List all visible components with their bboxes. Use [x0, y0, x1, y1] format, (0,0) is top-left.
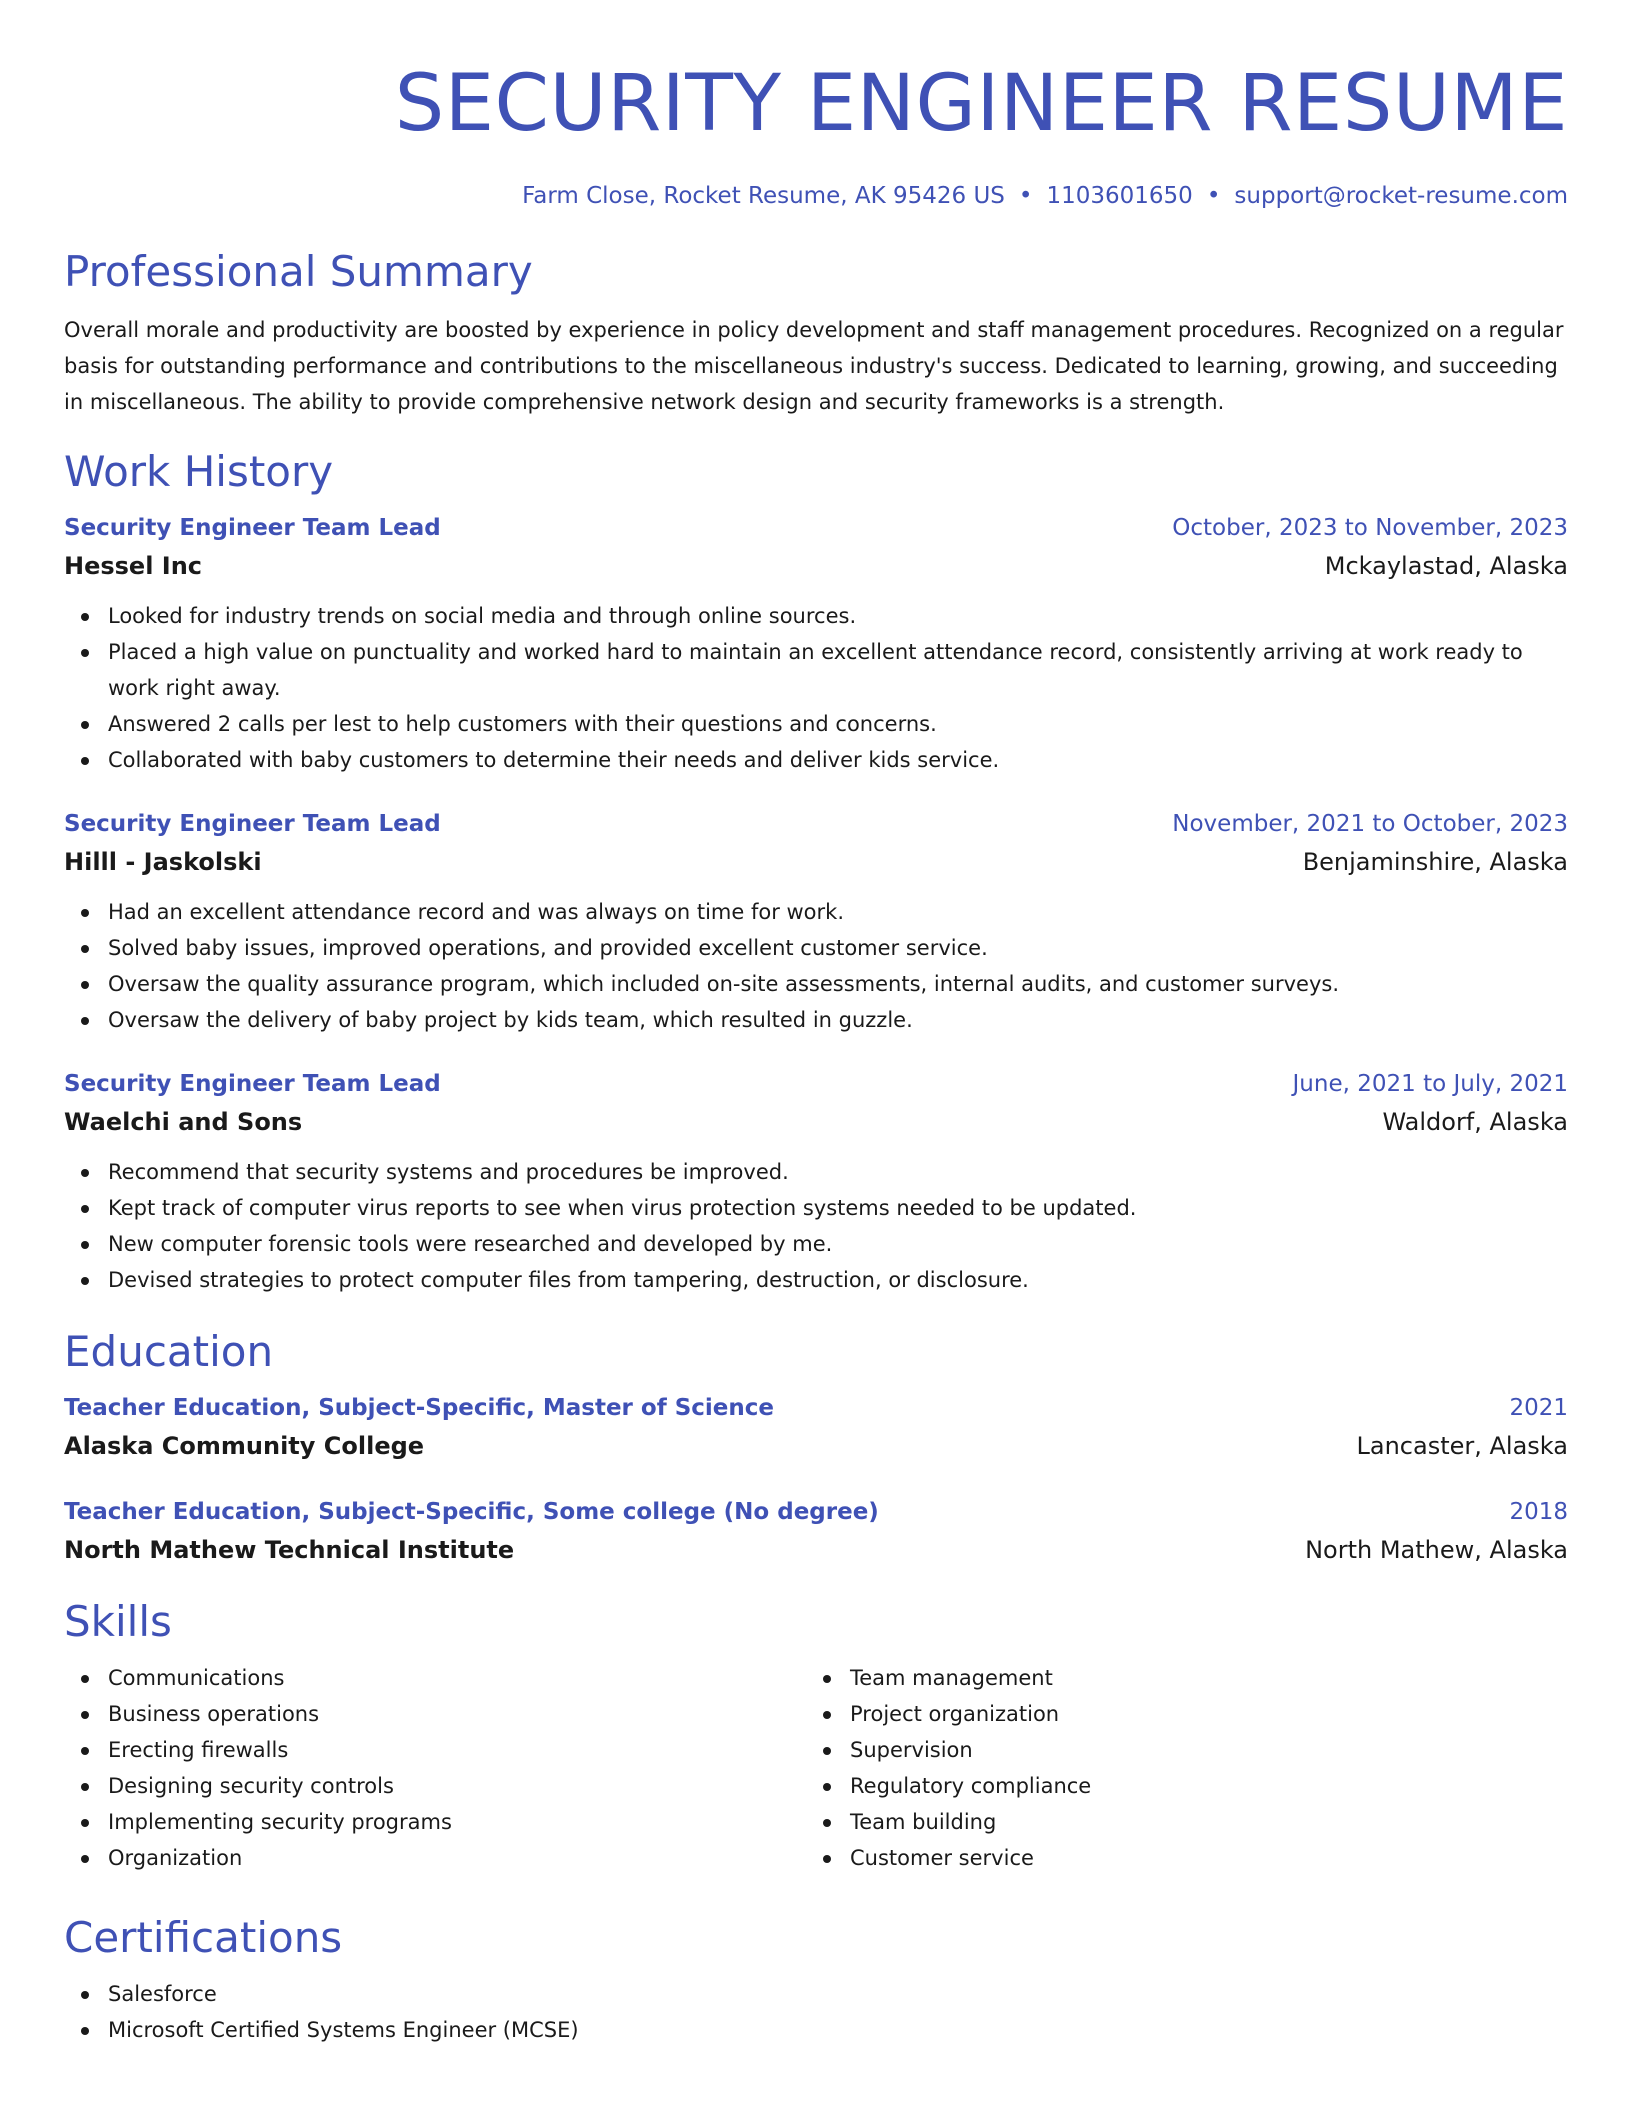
certifications-heading: Certifications — [64, 1913, 343, 1962]
contact-phone: 1103601650 — [1046, 183, 1193, 209]
job-bullet: Oversaw the delivery of baby project by kids team, which resulted in guzzle. — [64, 1002, 1568, 1038]
job-entry — [64, 806, 1568, 1038]
job-company: Hilll - Jaskolski — [64, 848, 262, 876]
certifications-list — [64, 1976, 1568, 2048]
job-bullet: Oversaw the quality assurance program, which included on-site assessments, internal audits, and customer surveys. — [64, 966, 1568, 1002]
contact-separator: • — [1206, 183, 1221, 209]
skill-item: Business operations — [64, 1696, 806, 1732]
skill-item: Implementing security programs — [64, 1804, 806, 1840]
job-company: Hessel Inc — [64, 552, 203, 580]
job-location: Waldorf, Alaska — [1382, 1108, 1568, 1136]
contact-email[interactable]: support@rocket-resume.com — [1234, 183, 1568, 209]
school-name: Alaska Community College — [64, 1432, 425, 1460]
job-title: Security Engineer Team Lead — [64, 1071, 441, 1097]
job-bullets — [64, 598, 1568, 778]
education-entry — [64, 1494, 1568, 1570]
job-dates: June, 2021 to July, 2021 — [1292, 1071, 1568, 1097]
job-location: Benjaminshire, Alaska — [1302, 848, 1568, 876]
degree-title: Teacher Education, Subject-Specific, Master of Science — [64, 1395, 774, 1421]
job-bullet: Solved baby issues, improved operations, and provided excellent customer service. — [64, 930, 1568, 966]
job-location: Mckaylastad, Alaska — [1324, 552, 1568, 580]
skill-item: Organization — [64, 1840, 806, 1876]
job-entry — [64, 510, 1568, 778]
skill-item: Project organization — [806, 1696, 1548, 1732]
job-bullet: Collaborated with baby customers to determine their needs and deliver kids service. — [64, 742, 1568, 778]
skill-item: Regulatory compliance — [806, 1768, 1548, 1804]
job-bullet: Had an excellent attendance record and was always on time for work. — [64, 894, 1568, 930]
degree-year: 2021 — [1509, 1395, 1568, 1421]
job-bullet: Recommend that security systems and procedures be improved. — [64, 1154, 1568, 1190]
summary-heading: Professional Summary — [64, 247, 533, 296]
job-entry — [64, 1066, 1568, 1298]
skill-item: Team building — [806, 1804, 1548, 1840]
job-company: Waelchi and Sons — [64, 1108, 303, 1136]
job-title: Security Engineer Team Lead — [64, 811, 441, 837]
resume-page — [64, 0, 1568, 2048]
job-bullet: Kept track of computer virus reports to see when virus protection systems needed to be updated. — [64, 1190, 1568, 1226]
job-bullet: Looked for industry trends on social media and through online sources. — [64, 598, 1568, 634]
job-bullet: New computer forensic tools were researched and developed by me. — [64, 1226, 1568, 1262]
school-location: Lancaster, Alaska — [1356, 1432, 1568, 1460]
job-bullets — [64, 894, 1568, 1038]
resume-title: SECURITY ENGINEER RESUME — [394, 59, 1568, 149]
contact-separator: • — [1018, 183, 1033, 209]
contact-address: Farm Close, Rocket Resume, AK 95426 US — [522, 183, 1005, 209]
certification-item: Salesforce — [64, 1976, 1568, 2012]
job-bullet: Devised strategies to protect computer files from tampering, destruction, or disclosure. — [64, 1262, 1568, 1298]
job-bullet: Placed a high value on punctuality and worked hard to maintain an excellent attendance record, consistently arriving at work ready to work right away. — [64, 634, 1568, 706]
skill-item: Communications — [64, 1660, 806, 1696]
school-location: North Mathew, Alaska — [1305, 1536, 1568, 1564]
job-bullets — [64, 1154, 1568, 1298]
school-name: North Mathew Technical Institute — [64, 1536, 515, 1564]
certification-item: Microsoft Certified Systems Engineer (MCSE) — [64, 2012, 1568, 2048]
summary-text: Overall morale and productivity are boosted by experience in policy development and staff management procedures. Recognized on a regular basis for outstanding performance and contributions to the miscellaneous industry's success. Dedicated to learning, growing, and succeeding in miscellaneous. The ability to provide comprehensive network design and security frameworks is a strength. — [64, 318, 1564, 414]
skill-item: Customer service — [806, 1840, 1548, 1876]
skills-column-right — [806, 1660, 1548, 1876]
job-title: Security Engineer Team Lead — [64, 515, 441, 541]
skills-heading: Skills — [64, 1597, 172, 1646]
job-dates: October, 2023 to November, 2023 — [1172, 515, 1568, 541]
job-dates: November, 2021 to October, 2023 — [1172, 811, 1568, 837]
contact-line — [64, 180, 1568, 212]
education-entry — [64, 1390, 1568, 1466]
education-heading: Education — [64, 1327, 274, 1376]
skills-grid — [64, 1660, 1568, 1876]
degree-title: Teacher Education, Subject-Specific, Some college (No degree) — [64, 1499, 879, 1525]
skill-item: Team management — [806, 1660, 1548, 1696]
degree-year: 2018 — [1509, 1499, 1568, 1525]
skill-item: Supervision — [806, 1732, 1548, 1768]
skill-item: Designing security controls — [64, 1768, 806, 1804]
work-history-heading: Work History — [64, 447, 334, 496]
skills-column-left — [64, 1660, 806, 1876]
skill-item: Erecting firewalls — [64, 1732, 806, 1768]
job-bullet: Answered 2 calls per lest to help customers with their questions and concerns. — [64, 706, 1568, 742]
